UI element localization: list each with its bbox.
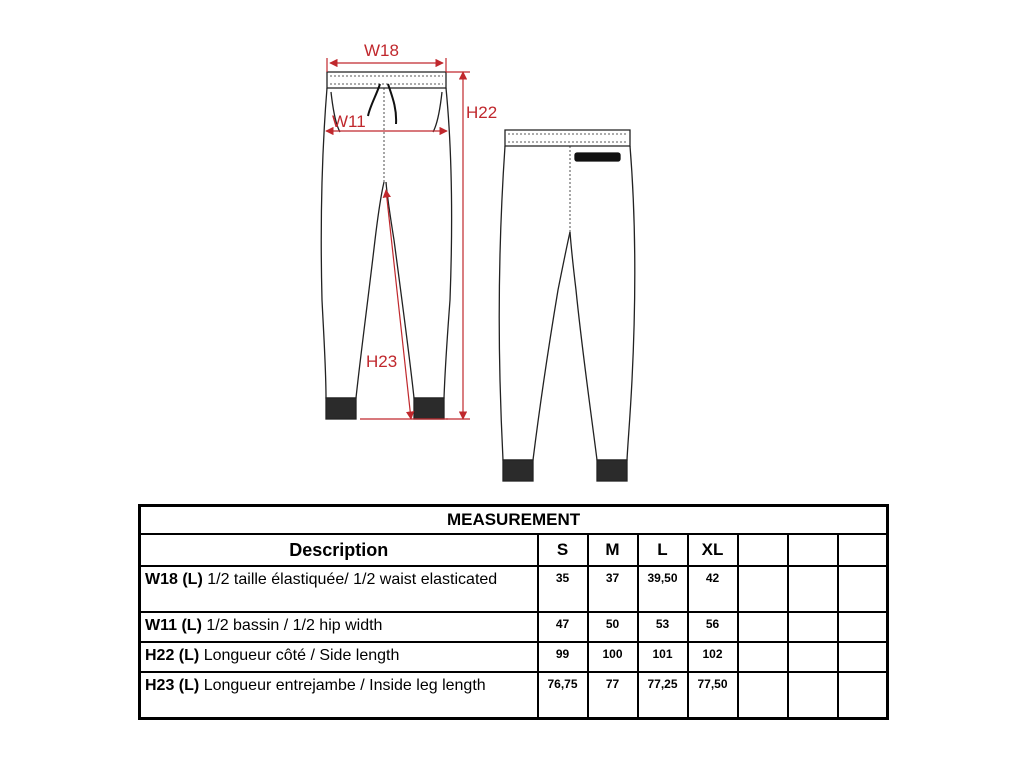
table-cell: 99 [538, 642, 588, 672]
measurement-table [138, 504, 889, 720]
table-title-row [140, 506, 888, 535]
size-header: XL [688, 534, 738, 566]
w18-label: W18 [364, 41, 399, 60]
size-header [788, 534, 838, 566]
table-row [140, 566, 888, 612]
h23-label: H23 [366, 352, 398, 371]
table-cell [788, 612, 838, 642]
size-header [738, 534, 788, 566]
table-cell: 35 [538, 566, 588, 612]
row-code: H23 (L) [145, 677, 200, 694]
table-cell: 76,75 [538, 672, 588, 718]
table-row [140, 612, 888, 642]
w11-label: W11 [332, 112, 366, 131]
table-title: MEASUREMENT [140, 506, 888, 535]
size-header: M [588, 534, 638, 566]
front-pocket-right [433, 92, 442, 132]
row-code: W18 (L) [145, 571, 203, 588]
table-cell [738, 612, 788, 642]
size-header: S [538, 534, 588, 566]
row-text: 1/2 bassin / 1/2 hip width [206, 617, 383, 634]
table-cell: 47 [538, 612, 588, 642]
table-cell: 37 [588, 566, 638, 612]
back-zip-pocket [575, 153, 620, 161]
back-cuff-left [503, 460, 533, 481]
table-cell [738, 642, 788, 672]
size-header [838, 534, 888, 566]
row-code: H22 (L) [145, 647, 200, 664]
table-cell [838, 642, 888, 672]
table-cell: 101 [638, 642, 688, 672]
row-text: Longueur entrejambe / Inside leg length [203, 677, 486, 694]
table-cell [838, 612, 888, 642]
table-cell: 77,25 [638, 672, 688, 718]
table-cell [838, 672, 888, 718]
front-cuff-right [414, 398, 444, 419]
table-cell [838, 566, 888, 612]
back-view [499, 130, 635, 481]
h23-dimension-line [386, 190, 411, 419]
row-description [140, 672, 538, 718]
table-cell: 77 [588, 672, 638, 718]
table-cell [738, 566, 788, 612]
row-description [140, 566, 538, 612]
back-waistband [505, 130, 630, 146]
description-header: Description [140, 534, 538, 566]
table-cell: 100 [588, 642, 638, 672]
size-header: L [638, 534, 688, 566]
row-text: Longueur côté / Side length [203, 647, 400, 664]
h22-label: H22 [466, 103, 498, 122]
table-cell: 53 [638, 612, 688, 642]
drawstring [368, 84, 396, 124]
table-cell [788, 566, 838, 612]
row-text: 1/2 taille élastiquée/ 1/2 waist elasticated [207, 571, 498, 588]
table-cell [788, 642, 838, 672]
row-description [140, 612, 538, 642]
row-code: W11 (L) [145, 617, 202, 634]
front-cuff-left [326, 398, 356, 419]
table-cell: 56 [688, 612, 738, 642]
row-description [140, 642, 538, 672]
table-header-row [140, 534, 888, 566]
table-cell: 102 [688, 642, 738, 672]
table-cell: 50 [588, 612, 638, 642]
table-row [140, 642, 888, 672]
back-right-leg [570, 146, 635, 460]
table-cell [738, 672, 788, 718]
table-cell: 42 [688, 566, 738, 612]
table-row [140, 672, 888, 718]
back-left-leg [499, 146, 570, 460]
table-cell: 39,50 [638, 566, 688, 612]
table-cell: 77,50 [688, 672, 738, 718]
back-cuff-right [597, 460, 627, 481]
table-cell [788, 672, 838, 718]
front-waistband [327, 72, 446, 88]
